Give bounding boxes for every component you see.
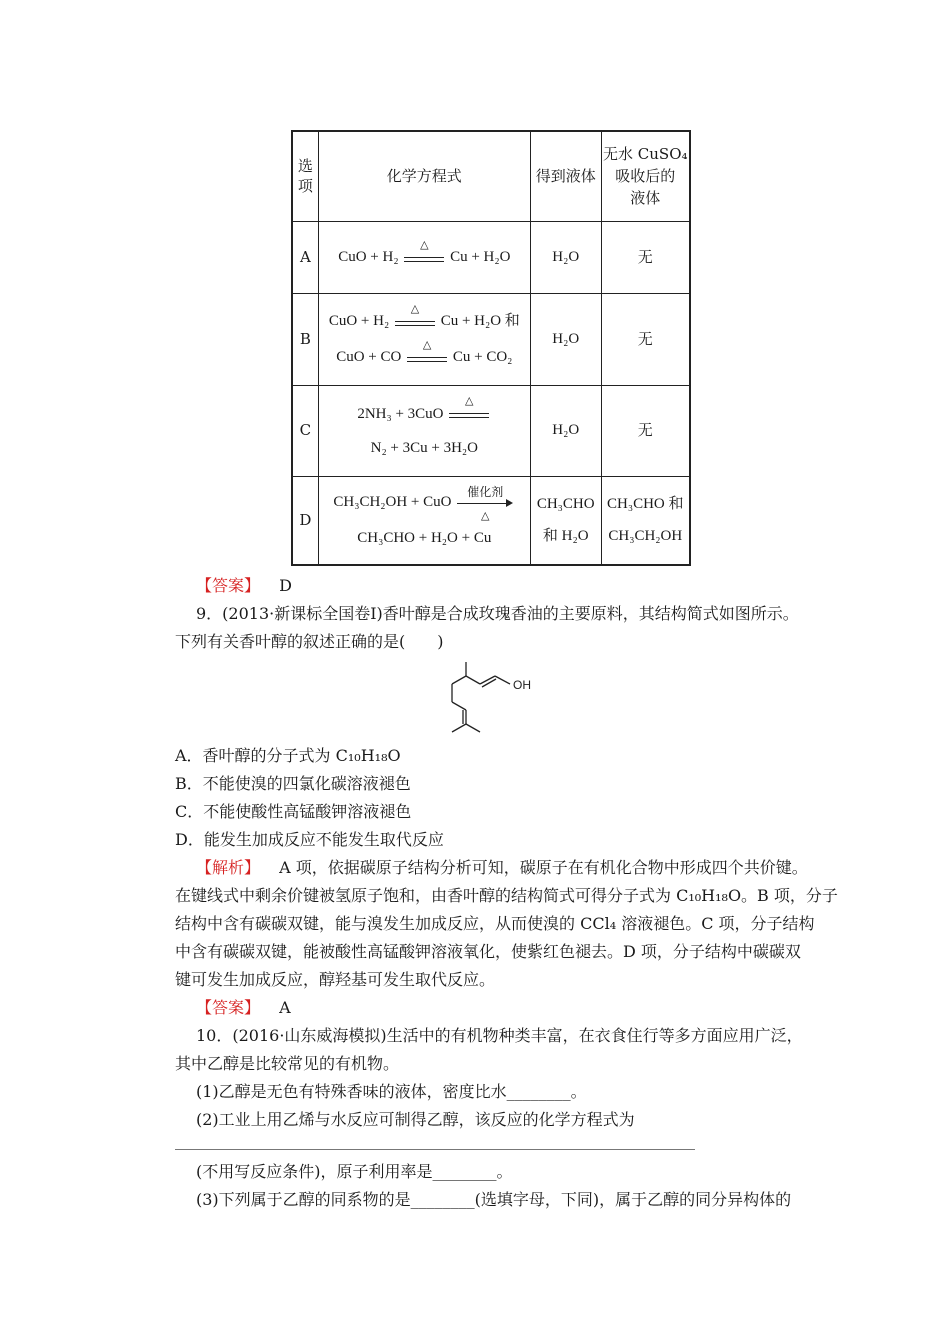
geraniol-structure (440, 658, 550, 738)
equation-line (319, 395, 530, 425)
q9-option-c: C．不能使酸性高锰酸钾溶液褪色 (175, 802, 412, 821)
header-cuso4 (601, 131, 690, 221)
q10-line1: 10．(2016·山东威海模拟)生活中的有机物种类丰富，在衣食住行等多方面应用广泛， (196, 1026, 803, 1045)
reactants: CuO + CO (336, 349, 402, 365)
header-cuso4-line2: 吸收后的 (615, 167, 676, 186)
row-after: 无 (601, 385, 690, 476)
answer-label: 【答案】 (196, 576, 261, 595)
header-cuso4-line3: 液体 (630, 189, 661, 208)
analysis-line4: 中含有碳碳双键，能被酸性高锰酸钾溶液氧化，使紫红色褪去。D 项，分子结构中碳碳双 (175, 942, 801, 961)
after-line1: CH₃CHO 和 (607, 496, 684, 513)
q10-sub1: (1)乙醇是无色有特殊香味的液体，密度比水________。 (196, 1082, 587, 1101)
reactants: 2NH₃ + 3CuO (357, 405, 444, 422)
equation-line (319, 338, 530, 368)
row-option: D (292, 476, 318, 565)
analysis-line5: 键可发生加成反应，醇羟基可发生取代反应。 (175, 970, 496, 989)
catalyst-label: 催化剂 (467, 484, 504, 499)
header-liquid: 得到液体 (530, 131, 601, 221)
analysis-line1 (196, 854, 808, 882)
equation-line (319, 302, 530, 332)
heat-symbol: △ (481, 509, 490, 522)
q10-sub3: (3)下列属于乙醇的同系物的是________(选填字母，下同)，属于乙醇的同分异构体的 (196, 1190, 792, 1209)
row-option: C (292, 385, 318, 476)
row-option: B (292, 293, 318, 385)
equation-line (319, 527, 530, 549)
q9-line1: 9．(2013·新课标全国卷Ⅰ)香叶醇是合成玫瑰香油的主要原料，其结构简式如图所示。 (196, 604, 799, 623)
products: Cu + H₂O 和 (440, 313, 520, 329)
row-equation (318, 385, 530, 476)
row-equation (318, 221, 530, 293)
catalyst-heat-arrow (457, 484, 513, 522)
products: Cu + CO₂ (452, 349, 513, 365)
row-liquid: H₂O (530, 221, 601, 293)
row-after: 无 (601, 221, 690, 293)
products: N₂ + 3Cu + 3H₂O (370, 439, 478, 456)
heat-equals-sign (449, 395, 489, 421)
oh-label: OH (513, 678, 531, 692)
analysis-line3: 结构中含有碳碳双键，能与溴发生加成反应，从而使溴的 CCl₄ 溶液褪色。C 项，分子结构 (175, 914, 815, 933)
products: Cu + H₂O (450, 249, 511, 265)
answer-2 (196, 994, 291, 1022)
answer-label: 【答案】 (196, 998, 261, 1017)
row-equation (318, 293, 530, 385)
row-equation (318, 476, 530, 565)
reactants: CuO + H₂ (328, 313, 390, 329)
equation-line (319, 484, 530, 522)
options-table (291, 130, 691, 566)
q9-option-a: A．香叶醇的分子式为 C₁₀H₁₈O (175, 746, 401, 765)
q9-option-d: D．能发生加成反应不能发生取代反应 (175, 830, 444, 849)
answer-1 (196, 572, 292, 600)
analysis-line2: 在键线式中剩余价键被氢原子饱和，由香叶醇的结构简式可得分子式为 C₁₀H₁₈O。B 项，分子 (175, 886, 838, 905)
table-header-row (292, 131, 690, 221)
q9-line2: 下列有关香叶醇的叙述正确的是( ) (175, 632, 444, 651)
analysis-label: 【解析】 (196, 858, 261, 877)
row-option: A (292, 221, 318, 293)
answer-blank-line (175, 1149, 695, 1150)
q10-sub2b: (不用写反应条件)，原子利用率是________。 (196, 1162, 513, 1181)
analysis-text: A 项，依据碳原子结构分析可知，碳原子在有机化合物中形成四个共价键。 (279, 858, 808, 877)
heat-symbol: △ (465, 395, 474, 408)
row-after (601, 476, 690, 565)
q10-sub2: (2)工业上用乙烯与水反应可制得乙醇，该反应的化学方程式为 (196, 1110, 635, 1129)
answer-value: A (279, 998, 291, 1017)
header-option (292, 131, 318, 221)
table-row (292, 476, 690, 565)
row-liquid (530, 476, 601, 565)
liquid-line1: CH₃CHO (536, 496, 595, 513)
table-row (292, 221, 690, 293)
heat-symbol: △ (410, 302, 420, 315)
reactants: CuO + H₂ (338, 249, 399, 265)
row-liquid: H₂O (530, 385, 601, 476)
answer-value: D (279, 576, 292, 595)
row-liquid: H₂O (530, 293, 601, 385)
equation-line (319, 238, 530, 268)
heat-symbol: △ (422, 338, 432, 351)
row-after: 无 (601, 293, 690, 385)
heat-equals-sign (404, 238, 444, 265)
header-option-text: 选项 (297, 157, 313, 196)
heat-symbol: △ (420, 238, 429, 251)
header-cuso4-line1: 无水 CuSO₄ (603, 145, 688, 164)
after-line2: CH₃CH₂OH (608, 528, 683, 545)
table-row (292, 293, 690, 385)
heat-equals-sign (395, 302, 435, 329)
reactants: CH₃CH₂OH + CuO (333, 494, 452, 511)
table-row (292, 385, 690, 476)
liquid-line2: 和 H₂O (542, 528, 589, 545)
equation-line (319, 437, 530, 459)
q10-line2: 其中乙醇是比较常见的有机物。 (175, 1054, 400, 1073)
products: CH₃CHO + H₂O + Cu (357, 530, 492, 547)
q9-option-b: B．不能使溴的四氯化碳溶液褪色 (175, 774, 411, 793)
header-equation: 化学方程式 (318, 131, 530, 221)
heat-equals-sign (407, 338, 447, 365)
